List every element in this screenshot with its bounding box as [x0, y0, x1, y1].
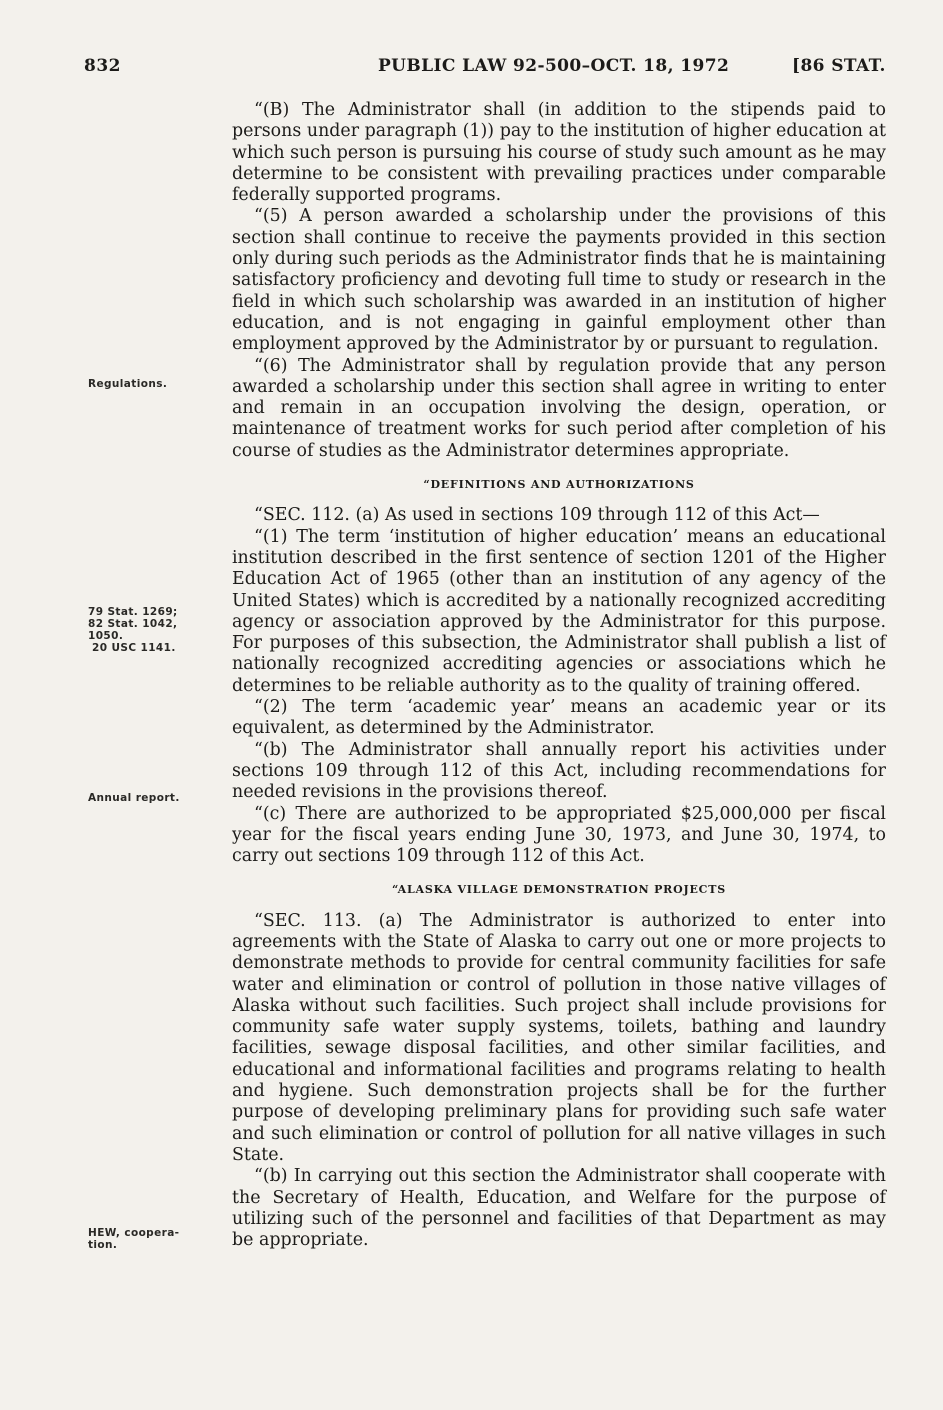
margin-citation-line: 1050. [88, 630, 124, 642]
paragraph-112-2: “(2) The term ‘academic year’ means an academic year or its equivalent, as determined by the Administrator. [232, 697, 886, 739]
page-number: 832 [84, 56, 121, 76]
margin-note-hew [88, 1227, 228, 1251]
paragraph-b: “(B) The Administrator shall (in addition to the stipends paid to persons under paragraph (1)) pay to the institution of higher education at which such person is pursuing his course of study such amount as he may determine to be consistent with prevailing practices under comparable federally supported programs. [232, 100, 886, 206]
section-113-a: “SEC. 113. (a) The Administrator is authorized to enter into agreements with the State of Alaska to carry out one or more projects to demonstrate methods to provide for central community facilities for safe water and elimination or control of pollution in those native villages of Alaska without such facilities. Such project shall include provisions for community safe water supply systems, toilets, bathing and laundry facilities, sewage disposal facilities, and other similar facilities, and educational and informational facilities and programs relating to health and hygiene. Such demonstration projects shall be for the further purpose of developing preliminary plans for providing such safe water and such elimination or control of pollution for all native villages in such State. [232, 910, 886, 1165]
paragraph-6: “(6) The Administrator shall by regulation provide that any person awarded a scholarship under this section shall agree in writing to enter and remain in an occupation involving the design, operation, or maintenance of treatment works for such period after completion of his course of studies as the Administrator determines appropriate. [232, 355, 886, 461]
paragraph-112-1: “(1) The term ‘institution of higher education’ means an educational institution described in the first sentence of section 1201 of the Higher Education Act of 1965 (other than an institution of any agency of the United States) which is accredited by a nationally recognized accrediting agency or association approved by the Administrator for this purpose. For purposes of this subsection, the Administrator shall publish a list of nationally recognized accrediting agencies or associations which he determines to be reliable authority as to the quality of training offered. [232, 526, 886, 696]
margin-citation-line: 79 Stat. 1269; [88, 606, 178, 618]
document-body [232, 100, 886, 1251]
section-112-intro: “SEC. 112. (a) As used in sections 109 through 112 of this Act— [254, 505, 820, 526]
section-heading-definitions: “DEFINITIONS AND AUTHORIZATIONS [423, 478, 695, 492]
margin-note-citations [88, 606, 228, 654]
margin-citation-line: 20 USC 1141. [92, 642, 176, 654]
paragraph-112-c: “(c) There are authorized to be appropriated $25,000,000 per fiscal year for the fiscal years ending June 30, 1973, and June 30, 1974, to carry out sections 109 through 112 of this Act. [232, 803, 886, 867]
margin-hew-line: tion. [88, 1239, 118, 1251]
margin-note-annual-report: Annual report. [88, 792, 180, 804]
section-heading-alaska: “ALASKA VILLAGE DEMONSTRATION PROJECTS [392, 883, 726, 897]
paragraph-5: “(5) A person awarded a scholarship under the provisions of this section shall continue to receive the payments provided in this section only during such periods as the Administrator finds that he is maintaining satisfactory proficiency and devoting full time to study or research in the field in which such scholarship was awarded in an institution of higher education, and is not engaging in gainful employment other than employment approved by the Administrator by or pursuant to regulation. [232, 206, 886, 355]
running-header [0, 56, 943, 84]
paragraph-112-b: “(b) The Administrator shall annually report his activities under sections 109 through 112 of this Act, including recommendations for needed revisions in the provisions thereof. [232, 739, 886, 803]
header-stat: [86 STAT. [792, 56, 886, 76]
margin-citation-line: 82 Stat. 1042, [88, 618, 178, 630]
margin-hew-line: HEW, coopera- [88, 1227, 180, 1239]
paragraph-113-b: “(b) In carrying out this section the Administrator shall cooperate with the Secretary of Health, Education, and Welfare for the purpose of utilizing such of the personnel and facilities of that Department as may be appropriate. [232, 1166, 886, 1251]
margin-note-regulations: Regulations. [88, 378, 168, 390]
header-title: PUBLIC LAW 92-500–OCT. 18, 1972 [378, 56, 730, 76]
